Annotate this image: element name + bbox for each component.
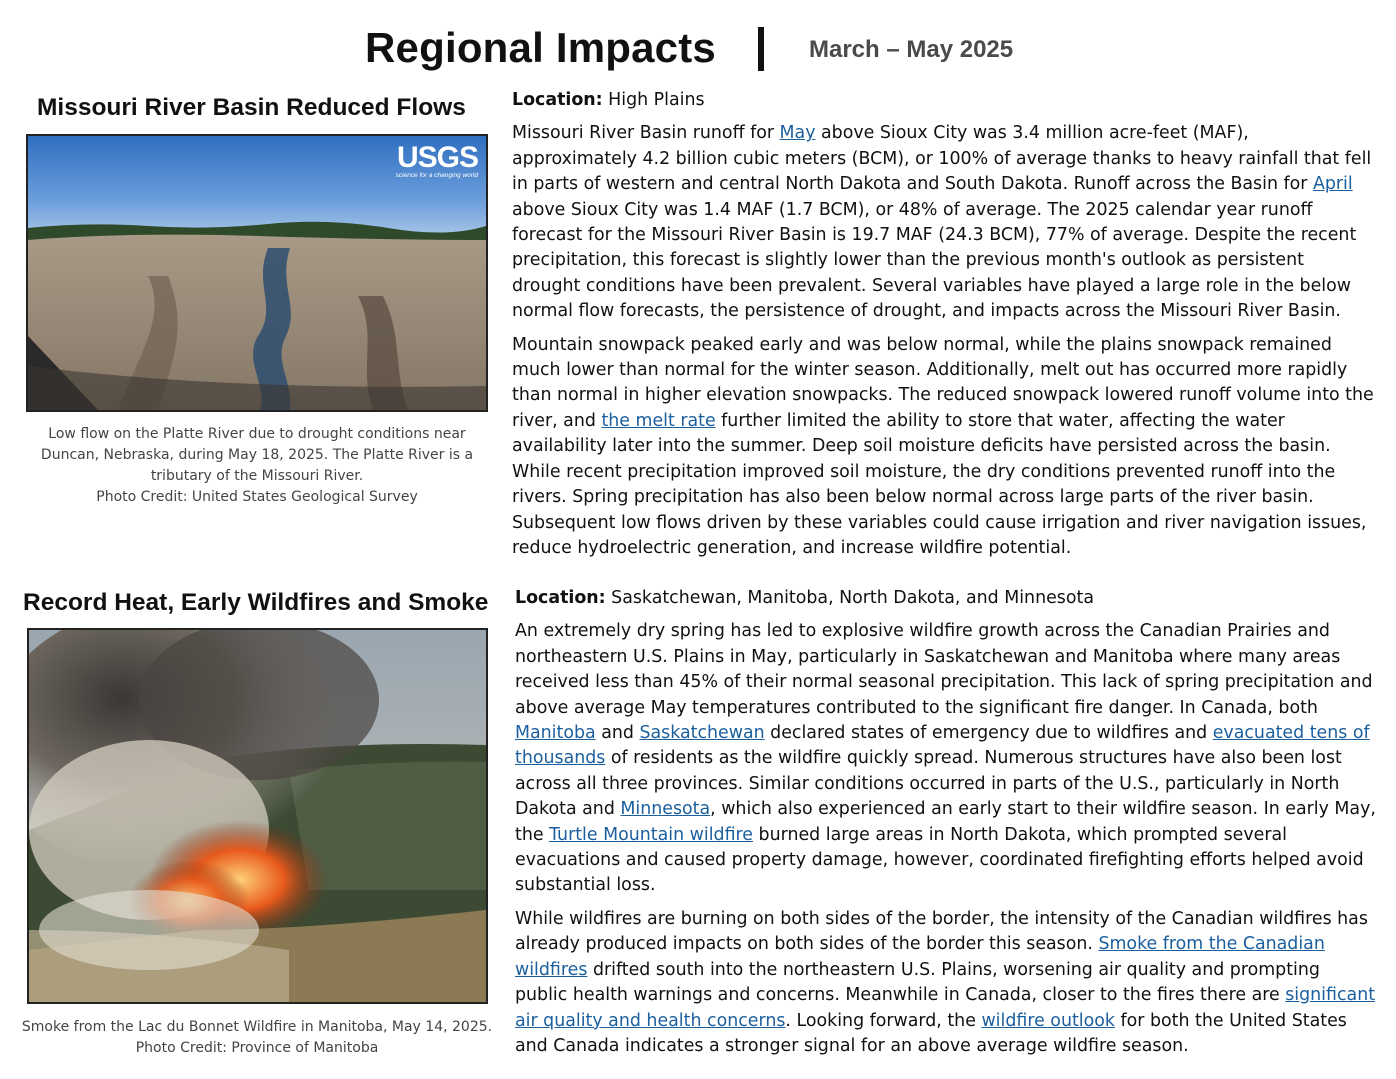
- platte-photo-caption: [26, 424, 488, 508]
- location-line: [515, 586, 1377, 611]
- link-may-runoff[interactable]: May: [779, 123, 816, 144]
- text-run: Mountain snowpack peaked early and was below normal, while the plains snowpack remained much lower than normal for the winter season. Additionally, melt out has occurred more rapidly than normal in higher elevation snowpacks. The reduced snowpack lowered runoff volume into the river, and: [512, 334, 1374, 431]
- text-run: above Sioux City was 3.4 million acre-feet (MAF), approximately 4.2 billion cubic meters (BCM), or 100% of average thanks to heavy rainfall that fell in parts of western and central North Dakota and South Dakota. Runoff across the Basin for: [512, 123, 1372, 195]
- link-saskatchewan[interactable]: Saskatchewan: [639, 723, 765, 744]
- photo-credit: Photo Credit: Province of Manitoba: [135, 1040, 379, 1056]
- usgs-logo: [395, 141, 478, 179]
- title-divider: [758, 27, 764, 71]
- link-evacuated[interactable]: evacuated tens of thousands: [515, 723, 1370, 769]
- location-value: High Plains: [608, 90, 705, 110]
- link-wildfire-outlook[interactable]: wildfire outlook: [981, 1010, 1115, 1031]
- wildfire-photo-caption: [8, 1017, 506, 1059]
- location-line: [512, 88, 1376, 113]
- link-manitoba[interactable]: Manitoba: [515, 723, 596, 744]
- text-run: of residents as the wildfire quickly spread. Numerous structures have also been lost across all three provinces. Similar conditions occurred in parts of the U.S., particularly in North Dakota and: [515, 748, 1342, 820]
- text-run: drifted south into the northeastern U.S. Plains, worsening air quality and prompting public health warnings and concerns. Meanwhile in Canada, closer to the fires there are: [515, 959, 1320, 1006]
- page-header: [0, 22, 1396, 78]
- wildfire-text-column: [515, 586, 1377, 1067]
- text-run: While wildfires are burning on both sides of the border, the intensity of the Canadian wildfires has already produced impacts on both sides of the border this season.: [515, 908, 1368, 955]
- text-run: Missouri River Basin runoff for: [512, 123, 780, 144]
- text-run: declared states of emergency due to wildfires and: [764, 723, 1213, 744]
- link-april-runoff[interactable]: April: [1312, 174, 1353, 195]
- caption-line: tributary of the Missouri River.: [150, 468, 364, 484]
- location-label: Location:: [512, 90, 603, 110]
- text-run: for both the United States and Canada indicates a stronger signal for an above average wildfire season.: [515, 1010, 1347, 1056]
- photo-credit: Photo Credit: United States Geological Survey: [96, 489, 418, 505]
- wildfire-paragraph-1: [515, 619, 1377, 898]
- text-run: . Looking forward, the: [785, 1010, 982, 1031]
- caption-line: Duncan, Nebraska, during May 18, 2025. The Platte River is a: [40, 447, 474, 463]
- wildfire-paragraph-2: [515, 907, 1377, 1059]
- link-air-quality-concerns[interactable]: significant air quality and health concerns: [515, 985, 1376, 1031]
- caption-line: Low flow on the Platte River due to drought conditions near: [48, 426, 466, 442]
- location-value: Saskatchewan, Manitoba, North Dakota, and Minnesota: [611, 588, 1094, 608]
- caption-line: Smoke from the Lac du Bonnet Wildfire in Manitoba, May 14, 2025.: [21, 1019, 493, 1035]
- missouri-paragraph-2: [512, 333, 1376, 562]
- text-run: burned large areas in North Dakota, which prompted several evacuations and caused property damage, however, coordinated firefighting efforts helped avoid substantial loss.: [515, 824, 1364, 896]
- text-run: , which also experienced an early start to their wildfire season. In early May, the: [515, 799, 1376, 845]
- platte-river-photo: [26, 134, 488, 412]
- page-title: Regional Impacts: [365, 24, 716, 71]
- wildfire-image: [29, 630, 486, 1002]
- link-turtle-mountain[interactable]: Turtle Mountain wildfire: [549, 824, 754, 845]
- section-title-wildfires: Record Heat, Early Wildfires and Smoke: [23, 589, 489, 616]
- link-smoke-canadian-wildfires[interactable]: Smoke from the Canadian wildfires: [515, 934, 1325, 980]
- text-run: An extremely dry spring has led to explosive wildfire growth across the Canadian Prairies and northeastern U.S. Plains in May, particularly in Saskatchewan and Manitoba where many areas received less than 45% of their normal seasonal precipitation. This lack of spring precipitation and above average May temperatures contributed to the significant fire danger. In Canada, both: [515, 621, 1373, 718]
- missouri-paragraph-1: [512, 121, 1376, 324]
- text-run: further limited the ability to store that water, affecting the water availability later into the summer. Deep soil moisture deficits have persisted across the basin. While recent precipitation improved soil moisture, the dry conditions prevented runoff into the rivers. Spring precipitation has also been below normal across large parts of the river basin. Subsequent low flows driven by these variables could cause irrigation and river navigation issues, reduce hydroelectric generation, and increase wildfire potential.: [512, 410, 1367, 558]
- link-minnesota[interactable]: Minnesota: [620, 799, 711, 820]
- link-melt-rate[interactable]: the melt rate: [601, 410, 716, 431]
- text-run: and: [595, 723, 640, 744]
- text-run: above Sioux City was 1.4 MAF (1.7 BCM), or 48% of average. The 2025 calendar year runoff forecast for the Missouri River Basin is 19.7 MAF (24.3 BCM), 77% of average. Despite the recent precipitation, this forecast is slightly lower than the previous month's outlook as persistent drought conditions have been prevalent. Several variables have played a large role in the below normal flow forecasts, the persistence of drought, and impacts across the Missouri River Basin.: [512, 199, 1357, 322]
- location-label: Location:: [515, 588, 606, 608]
- date-range: March – May 2025: [809, 36, 1014, 63]
- usgs-logo-text: USGS: [396, 141, 478, 174]
- usgs-logo-tagline: science for a changing world: [395, 172, 478, 179]
- missouri-text-column: [512, 88, 1376, 569]
- wildfire-photo: [27, 628, 488, 1004]
- section-title-missouri: Missouri River Basin Reduced Flows: [37, 94, 466, 121]
